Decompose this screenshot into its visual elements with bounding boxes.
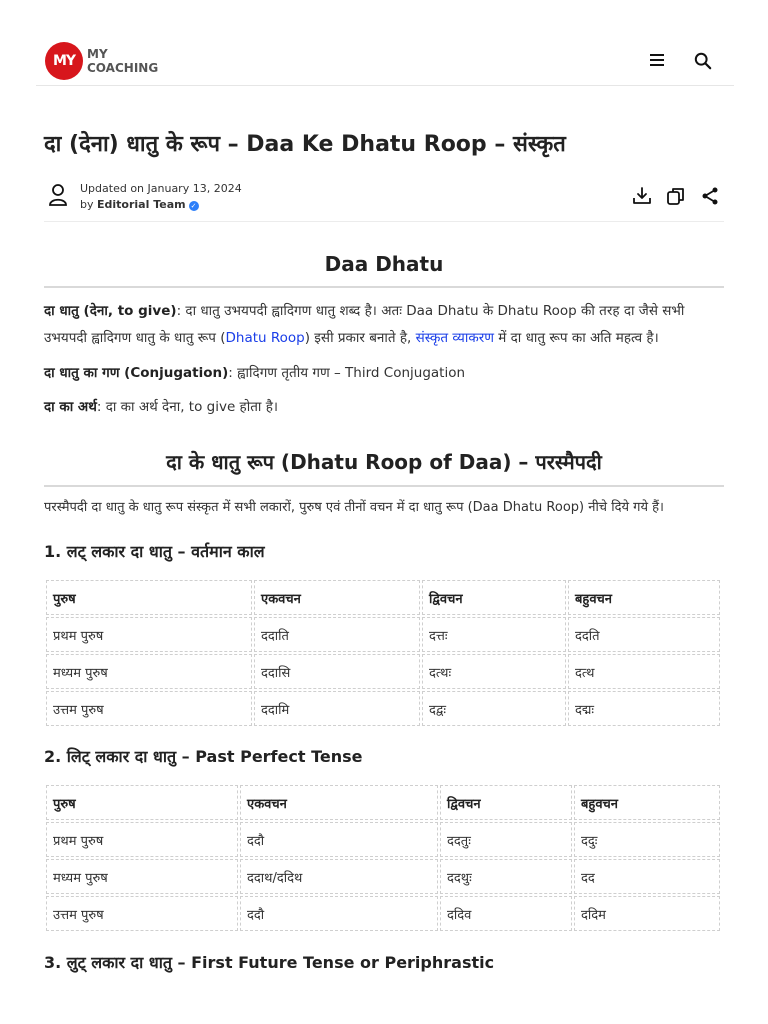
section-heading-daa-dhatu: Daa Dhatu bbox=[44, 252, 724, 288]
dhatu-roop-link[interactable]: Dhatu Roop bbox=[225, 330, 305, 346]
article-actions bbox=[632, 186, 720, 206]
table-header-row bbox=[46, 580, 720, 615]
table-row bbox=[46, 859, 720, 894]
table-cell: ददिव bbox=[440, 896, 572, 931]
download-icon[interactable] bbox=[632, 186, 652, 206]
table-header-cell: द्विवचन bbox=[422, 580, 566, 615]
table-cell: ददुः bbox=[574, 822, 720, 857]
search-icon[interactable] bbox=[694, 52, 712, 70]
table-cell: ददाति bbox=[254, 617, 420, 652]
meaning-text: : दा का अर्थ देना, to give होता है। bbox=[96, 399, 278, 415]
table-cell: मध्यम पुरुष bbox=[46, 859, 238, 894]
lit-lakar-table bbox=[44, 783, 722, 933]
site-header bbox=[36, 0, 734, 86]
table-cell: प्रथम पुरुष bbox=[46, 822, 238, 857]
lat-lakar-table bbox=[44, 578, 722, 728]
logo-line-1: MY bbox=[87, 47, 108, 61]
table-cell: दद bbox=[574, 859, 720, 894]
table-2-heading: 2. लिट् लकार दा धातु – Past Perfect Tense bbox=[44, 747, 363, 766]
table-header-cell: बहुवचन bbox=[568, 580, 720, 615]
byline-prefix: by bbox=[80, 198, 94, 211]
table-row bbox=[46, 822, 720, 857]
table-row bbox=[46, 691, 720, 726]
conjugation-bold: दा धातु का गण (Conjugation) bbox=[44, 365, 229, 381]
table-cell: दद्वः bbox=[422, 691, 566, 726]
verified-icon: ✓ bbox=[189, 201, 199, 211]
conjugation-text: : ह्वादिगण तृतीय गण – Third Conjugation bbox=[228, 365, 466, 381]
table-cell: दद्मः bbox=[568, 691, 720, 726]
menu-icon[interactable] bbox=[650, 54, 664, 68]
table-cell: ददथुः bbox=[440, 859, 572, 894]
intro-bold: दा धातु (देना, to give) bbox=[44, 303, 177, 319]
table-cell: मध्यम पुरुष bbox=[46, 654, 252, 689]
table-cell: ददौ bbox=[240, 822, 438, 857]
table-3-heading: 3. लुट् लकार दा धातु – First Future Tense or Periphrastic bbox=[44, 953, 495, 972]
copy-icon[interactable] bbox=[666, 186, 686, 206]
table-header-cell: द्विवचन bbox=[440, 785, 572, 820]
table-cell: उत्तम पुरुष bbox=[46, 691, 252, 726]
table-header-cell: एकवचन bbox=[240, 785, 438, 820]
table-cell: ददति bbox=[568, 617, 720, 652]
table-header-cell: पुरुष bbox=[46, 785, 238, 820]
page-title: दा (देना) धातु के रूप – Daa Ke Dhatu Roop – संस्कृत bbox=[44, 132, 566, 157]
table-header-cell: पुरुष bbox=[46, 580, 252, 615]
site-logo[interactable] bbox=[45, 42, 158, 80]
table-cell: दत्थः bbox=[422, 654, 566, 689]
table-row bbox=[46, 896, 720, 931]
intro-paragraph bbox=[44, 298, 724, 352]
table-cell: दत्थ bbox=[568, 654, 720, 689]
table-row bbox=[46, 617, 720, 652]
author-name[interactable]: Editorial Team bbox=[97, 198, 186, 211]
updated-date: Updated on January 13, 2024 bbox=[80, 182, 242, 195]
sanskrit-grammar-link[interactable]: संस्कृत व्याकरण bbox=[415, 330, 494, 346]
user-icon bbox=[48, 184, 68, 206]
table-cell: ददासि bbox=[254, 654, 420, 689]
table-row bbox=[46, 654, 720, 689]
logo-line-2: COACHING bbox=[87, 61, 159, 75]
table-header-cell: बहुवचन bbox=[574, 785, 720, 820]
table-cell: ददतुः bbox=[440, 822, 572, 857]
table-cell: ददौ bbox=[240, 896, 438, 931]
meaning-paragraph bbox=[44, 394, 724, 421]
logo-text bbox=[87, 47, 158, 75]
conjugation-paragraph bbox=[44, 360, 724, 387]
table-cell: प्रथम पुरुष bbox=[46, 617, 252, 652]
table-cell: दत्तः bbox=[422, 617, 566, 652]
parasmaipadi-intro: परस्मैपदी दा धातु के धातु रूप संस्कृत में सभी लकारों, पुरुष एवं तीनों वचन में दा धातु रूप (Daa Dhatu Roop) नीचे दिये गये हैं। bbox=[44, 500, 664, 515]
table-header-cell: एकवचन bbox=[254, 580, 420, 615]
table-header-row bbox=[46, 785, 720, 820]
table-1-heading: 1. लट् लकार दा धातु – वर्तमान काल bbox=[44, 542, 265, 561]
intro-text-a: : दा धातु उभयपदी ह्वादिगण धातु शब्द है। अतः Daa Dhatu के Dhatu Roop की तरह दा जैसे सभी उभयपदी ह्वादिगण धातु के धातु रूप ( bbox=[44, 303, 685, 346]
meaning-bold: दा का अर्थ bbox=[44, 399, 97, 415]
intro-text-b: ) इसी प्रकार बनाते है, bbox=[304, 330, 416, 346]
table-cell: ददामि bbox=[254, 691, 420, 726]
table-cell: उत्तम पुरुष bbox=[46, 896, 238, 931]
article-meta bbox=[44, 176, 724, 222]
byline bbox=[80, 198, 199, 211]
section-heading-parasmaipadi: दा के धातु रूप (Dhatu Roop of Daa) – परस्मैपदी bbox=[44, 448, 724, 487]
share-icon[interactable] bbox=[700, 186, 720, 206]
table-cell: ददिम bbox=[574, 896, 720, 931]
intro-text-c: में दा धातु रूप का अति महत्व है। bbox=[493, 330, 659, 346]
table-cell: ददाथ/ददिथ bbox=[240, 859, 438, 894]
logo-mark: MY bbox=[45, 42, 83, 80]
